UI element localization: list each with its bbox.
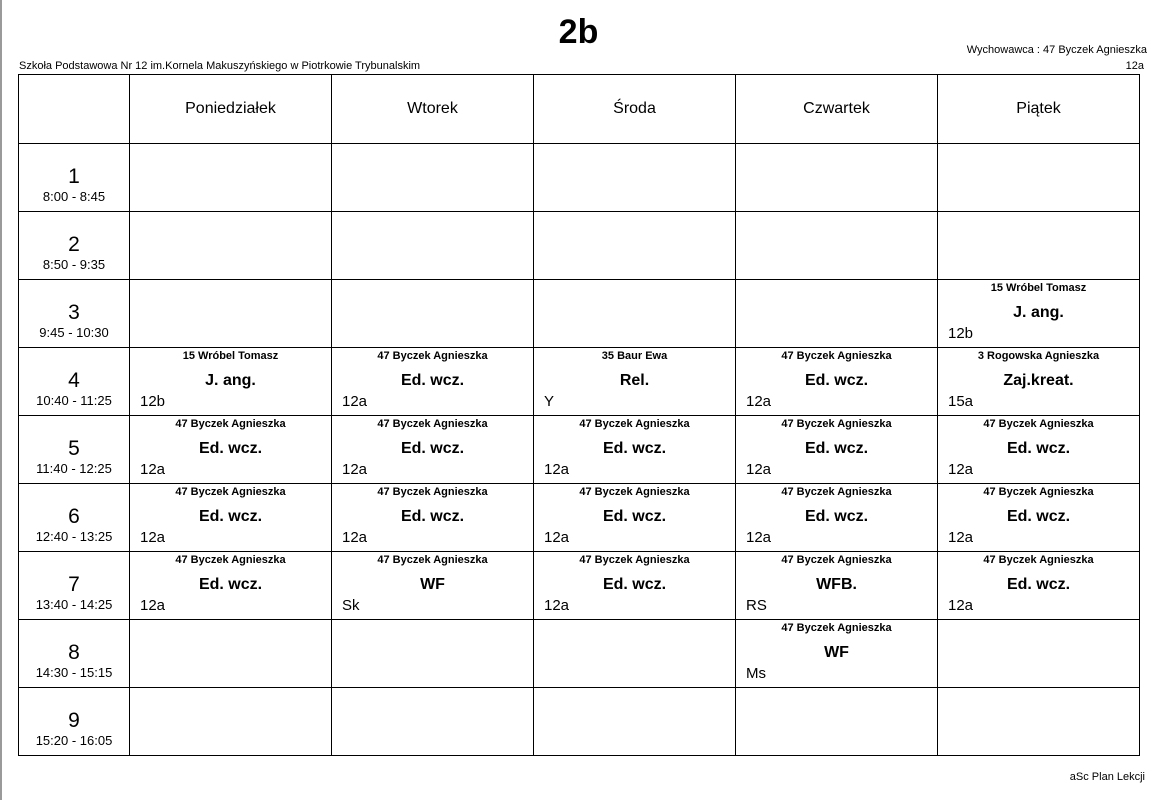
period-row <box>19 688 1140 756</box>
period-cell <box>19 212 130 280</box>
slot-wednesday <box>534 484 736 552</box>
day-header-monday: Poniedziałek <box>130 75 332 144</box>
lesson-teacher: 47 Byczek Agnieszka <box>377 418 488 430</box>
lesson-room: 12a <box>140 529 166 546</box>
period-number: 4 <box>68 369 80 392</box>
lesson-teacher: 47 Byczek Agnieszka <box>175 486 286 498</box>
slot-monday <box>130 144 332 212</box>
period-cell <box>19 416 130 484</box>
lesson-card <box>534 552 735 619</box>
lesson-teacher: 47 Byczek Agnieszka <box>781 486 892 498</box>
slot-thursday <box>736 620 938 688</box>
lesson-teacher: 47 Byczek Agnieszka <box>579 418 690 430</box>
period-row <box>19 348 1140 416</box>
period-number: 6 <box>68 505 80 528</box>
lesson-room: 12a <box>342 461 368 478</box>
lesson-teacher: 35 Baur Ewa <box>601 350 668 362</box>
lesson-subject: Ed. wcz. <box>400 372 465 389</box>
lesson-card <box>130 552 331 619</box>
period-time: 14:30 - 15:15 <box>35 665 113 680</box>
lesson-subject: J. ang. <box>205 372 256 389</box>
lesson-room: 12a <box>140 597 166 614</box>
lesson-subject: Ed. wcz. <box>602 576 667 593</box>
period-cell <box>19 620 130 688</box>
lesson-room: 12a <box>544 597 570 614</box>
lesson-subject: Ed. wcz. <box>198 576 263 593</box>
slot-friday <box>938 688 1140 756</box>
slot-monday <box>130 280 332 348</box>
lesson-subject: Ed. wcz. <box>804 508 869 525</box>
lesson-card <box>938 416 1139 483</box>
slot-monday <box>130 212 332 280</box>
slot-wednesday <box>534 212 736 280</box>
lesson-teacher: 47 Byczek Agnieszka <box>781 554 892 566</box>
slot-monday <box>130 348 332 416</box>
lesson-teacher: 3 Rogowska Agnieszka <box>977 350 1100 362</box>
lesson-subject: Ed. wcz. <box>198 440 263 457</box>
lesson-room: 12a <box>140 461 166 478</box>
slot-tuesday <box>332 212 534 280</box>
lesson-teacher: 47 Byczek Agnieszka <box>175 418 286 430</box>
slot-wednesday <box>534 416 736 484</box>
lesson-teacher: 47 Byczek Agnieszka <box>781 418 892 430</box>
slot-friday <box>938 212 1140 280</box>
lesson-room: 12a <box>746 461 772 478</box>
school-name: Szkoła Podstawowa Nr 12 im.Kornela Makuszyńskiego w Piotrkowie Trybunalskim <box>19 60 421 72</box>
lesson-subject: Ed. wcz. <box>1006 508 1071 525</box>
slot-wednesday <box>534 144 736 212</box>
lesson-subject: J. ang. <box>1013 304 1064 321</box>
lesson-room: 12a <box>342 529 368 546</box>
lesson-room: 12a <box>948 529 974 546</box>
period-cell <box>19 144 130 212</box>
lesson-subject: Zaj.kreat. <box>1003 372 1074 389</box>
period-time: 15:20 - 16:05 <box>35 733 113 748</box>
lesson-teacher: 47 Byczek Agnieszka <box>983 486 1094 498</box>
lesson-card <box>938 280 1139 347</box>
slot-tuesday <box>332 620 534 688</box>
slot-friday <box>938 620 1140 688</box>
slot-thursday <box>736 484 938 552</box>
lesson-card <box>938 484 1139 551</box>
period-number: 5 <box>68 437 80 460</box>
slot-tuesday <box>332 484 534 552</box>
slot-thursday <box>736 688 938 756</box>
period-time: 8:50 - 9:35 <box>42 257 106 272</box>
slot-wednesday <box>534 688 736 756</box>
slot-friday <box>938 416 1140 484</box>
lesson-subject: Ed. wcz. <box>804 372 869 389</box>
period-number: 9 <box>68 709 80 732</box>
lesson-room: 12b <box>140 393 166 410</box>
lesson-subject: Ed. wcz. <box>602 440 667 457</box>
lesson-room: Sk <box>342 597 360 614</box>
lesson-teacher: 47 Byczek Agnieszka <box>983 418 1094 430</box>
lesson-teacher: 47 Byczek Agnieszka <box>377 486 488 498</box>
slot-tuesday <box>332 416 534 484</box>
period-time: 11:40 - 12:25 <box>36 461 112 476</box>
slot-tuesday <box>332 348 534 416</box>
period-time: 10:40 - 11:25 <box>36 393 112 408</box>
lesson-teacher: 47 Byczek Agnieszka <box>781 622 892 634</box>
homeroom-room: 12a <box>1125 60 1144 72</box>
lesson-card <box>938 552 1139 619</box>
lesson-teacher: 47 Byczek Agnieszka <box>579 554 690 566</box>
page-title: 2b <box>558 13 599 51</box>
period-time: 12:40 - 13:25 <box>35 529 113 544</box>
day-header-tuesday: Wtorek <box>332 75 534 144</box>
slot-monday <box>130 484 332 552</box>
lesson-card <box>534 348 735 415</box>
slot-friday <box>938 484 1140 552</box>
lesson-room: 12a <box>948 597 974 614</box>
lesson-card <box>130 416 331 483</box>
lesson-subject: Ed. wcz. <box>1006 440 1071 457</box>
period-row <box>19 484 1140 552</box>
lesson-card <box>130 348 331 415</box>
lesson-room: 12a <box>544 461 570 478</box>
slot-tuesday <box>332 688 534 756</box>
lesson-teacher: 47 Byczek Agnieszka <box>377 350 488 362</box>
slot-monday <box>130 416 332 484</box>
day-header-thursday: Czwartek <box>736 75 938 144</box>
timetable-header-row <box>19 75 1140 144</box>
slot-wednesday <box>534 348 736 416</box>
slot-monday <box>130 620 332 688</box>
slot-monday <box>130 552 332 620</box>
homeroom-teacher: Wychowawca : 47 Byczek Agnieszka <box>966 44 1147 56</box>
day-header-wednesday: Środa <box>534 75 736 144</box>
period-time: 9:45 - 10:30 <box>39 325 109 340</box>
footer-credit: aSc Plan Lekcji <box>1069 771 1145 783</box>
lesson-teacher: 47 Byczek Agnieszka <box>579 486 690 498</box>
period-row <box>19 144 1140 212</box>
lesson-card <box>332 552 533 619</box>
slot-thursday <box>736 212 938 280</box>
lesson-card <box>130 484 331 551</box>
page-edge-bar <box>0 0 2 800</box>
period-number: 2 <box>68 233 80 256</box>
slot-thursday <box>736 552 938 620</box>
period-cell <box>19 484 130 552</box>
timetable <box>18 74 1140 756</box>
lesson-subject: Ed. wcz. <box>1006 576 1071 593</box>
lesson-subject: Ed. wcz. <box>400 508 465 525</box>
lesson-room: 12a <box>948 461 974 478</box>
period-cell <box>19 688 130 756</box>
period-number: 1 <box>68 165 80 188</box>
lesson-room: RS <box>746 597 767 614</box>
lesson-room: 12b <box>948 325 974 342</box>
period-number: 7 <box>68 573 80 596</box>
lesson-subject: Ed. wcz. <box>400 440 465 457</box>
period-row <box>19 212 1140 280</box>
slot-tuesday <box>332 552 534 620</box>
lesson-teacher: 47 Byczek Agnieszka <box>983 554 1094 566</box>
lesson-card <box>736 620 937 687</box>
lesson-subject: WFB. <box>816 576 857 593</box>
lesson-card <box>534 484 735 551</box>
lesson-teacher: 47 Byczek Agnieszka <box>175 554 286 566</box>
lesson-card <box>332 416 533 483</box>
period-number: 8 <box>68 641 80 664</box>
period-cell <box>19 348 130 416</box>
lesson-subject: Ed. wcz. <box>804 440 869 457</box>
slot-wednesday <box>534 620 736 688</box>
lesson-card <box>736 552 937 619</box>
slot-wednesday <box>534 280 736 348</box>
lesson-subject: Ed. wcz. <box>198 508 263 525</box>
lesson-room: 12a <box>544 529 570 546</box>
slot-monday <box>130 688 332 756</box>
lesson-teacher: 47 Byczek Agnieszka <box>781 350 892 362</box>
lesson-room: 12a <box>746 393 772 410</box>
corner-cell <box>19 75 130 144</box>
lesson-card <box>736 416 937 483</box>
period-time: 8:00 - 8:45 <box>42 189 106 204</box>
lesson-room: 12a <box>746 529 772 546</box>
lesson-card <box>534 416 735 483</box>
lesson-room: 12a <box>342 393 368 410</box>
period-time: 13:40 - 14:25 <box>35 597 113 612</box>
period-row <box>19 552 1140 620</box>
lesson-room: Y <box>544 393 555 410</box>
lesson-card <box>938 348 1139 415</box>
period-cell <box>19 552 130 620</box>
lesson-teacher: 15 Wróbel Tomasz <box>990 282 1087 294</box>
slot-thursday <box>736 416 938 484</box>
period-row <box>19 280 1140 348</box>
slot-tuesday <box>332 280 534 348</box>
day-header-friday: Piątek <box>938 75 1140 144</box>
slot-thursday <box>736 280 938 348</box>
slot-friday <box>938 348 1140 416</box>
lesson-card <box>332 484 533 551</box>
lesson-card <box>736 484 937 551</box>
slot-friday <box>938 552 1140 620</box>
lesson-card <box>332 348 533 415</box>
lesson-room: Ms <box>746 665 766 682</box>
slot-wednesday <box>534 552 736 620</box>
lesson-subject: WF <box>824 644 849 661</box>
slot-friday <box>938 144 1140 212</box>
lesson-teacher: 47 Byczek Agnieszka <box>377 554 488 566</box>
slot-tuesday <box>332 144 534 212</box>
period-number: 3 <box>68 301 80 324</box>
lesson-subject: Ed. wcz. <box>602 508 667 525</box>
slot-thursday <box>736 348 938 416</box>
period-row <box>19 416 1140 484</box>
slot-friday <box>938 280 1140 348</box>
slot-thursday <box>736 144 938 212</box>
lesson-subject: WF <box>420 576 445 593</box>
lesson-teacher: 15 Wróbel Tomasz <box>182 350 279 362</box>
period-row <box>19 620 1140 688</box>
lesson-room: 15a <box>948 393 974 410</box>
lesson-card <box>736 348 937 415</box>
period-cell <box>19 280 130 348</box>
lesson-subject: Rel. <box>619 372 650 389</box>
